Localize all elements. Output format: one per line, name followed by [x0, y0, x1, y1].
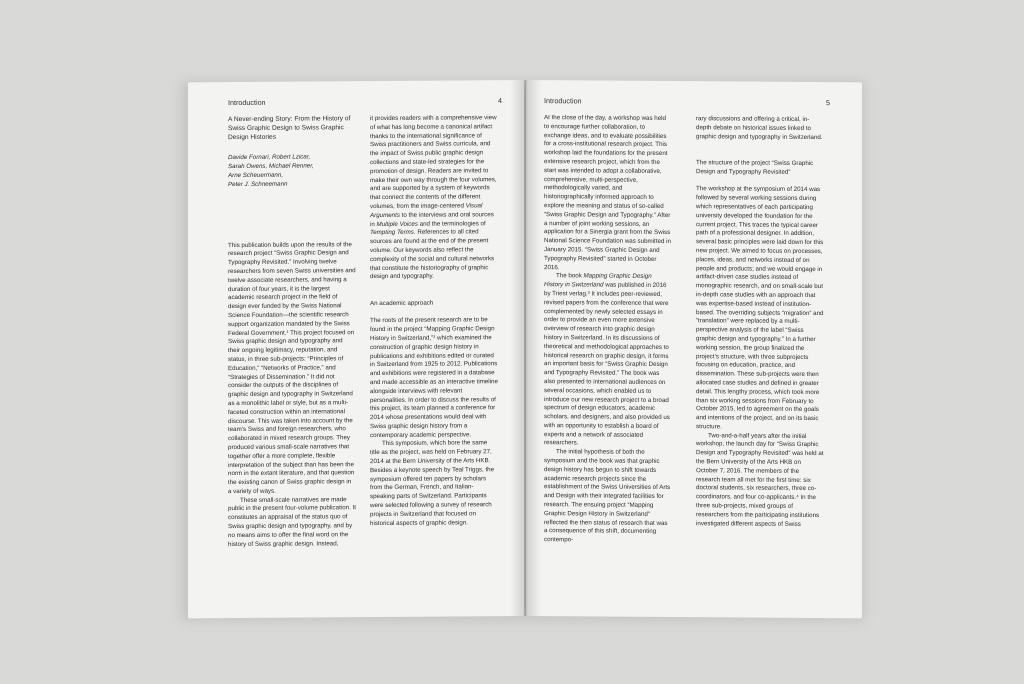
author-line: Sarah Owens, Michael Renner, — [228, 162, 314, 171]
section-heading: An academic approach — [370, 299, 434, 307]
paragraph: The workshop at the symposium of 2014 was followed by several working sessions during which representatives of each participating university developed the foundation for the current project. This traces the typical career path of a professional designer. In addition, several basic principles were laid down for this new project. We aimed to focus on processes, places, ideas, and networks instead of on people and products; and we would engage in artifact-driven case studies instead of monographic research, and on small-scale but in-depth case studies with an approach that was expertise-based instead of institution-based. The overriding subjects “migration” and “translation” were replaced by a multi-perspective analysis of the label “Swiss graphic design and typography.” In a further working session, the group finalized the project’s structure, with three subprojects focusing on education, practice, and dissemination. These sub-projects were then allocated case studies and defined in greater detail. This lengthy process, which took more than six working sessions from February to October 2015, led to agreement on the goals and intentions of the project, and on its basic structure. — [696, 185, 824, 431]
paragraph: The initial hypothesis of both the symposium and the book was that graphic design history has begun to shift towards academic research projects since the establishment of the Swiss Universities of Arts and Design with their integrated facilities for research. The ensuing project “Mapping Graphic Design History in Switzerland” reflected the then status of research that was a consequence of this shift, documenting contempo- — [544, 448, 671, 544]
paragraph: The roots of the present research are to be found in the project “Mapping Graphic Design History in Switzerland,”² which examined the construction of graphic design history in publications and exhibitions edited or curated in Switzerland from 1925 to 2012. Publications and exhibitions were registered in a database and made accessible as an interactive timeline alongside interviews with relevant personalities. In order to discuss the results of this project, its team planned a conference for 2014 whose presentations would deal with Swiss graphic design history from a contemporary academic perspective. — [370, 316, 498, 439]
paragraph: rary discussions and offering a critical, in-depth debate on historical issues linked to graphic design and typography in Switzerland. — [696, 115, 823, 141]
author-line: Davide Fornari, Robert Lzicar, — [228, 153, 311, 162]
paragraph: it provides readers with a comprehensive view of what has long become a canonical artifact thanks to the international significance of Swiss practitioners and Swiss curricula, and the impact of Swiss public graphic design collections and state-led strategies for the promotion of design. Readers are invited to make their own way through the four volumes, and are supported by a system of keywords that connect the contents of the different volumes, from the image-centered Visual Arguments to the interviews and oral sources in Multiple Voices and the terminologies of Tempting Terms. References to all cited sources are found at the end of the present volume. Our keywords also reflect the complexity of the social and cultural networks that constitute the historiography of graphic design and typography. — [370, 114, 497, 281]
paragraph: Two-and-a-half years after the initial workshop, the launch day for “Swiss Graphic Design and Typography Revisited” was held at the Bern University of the Arts HKB on October 7, 2016. The members of the research team all met for the first time: six doctoral students, six researchers, three co-coordinators, and four co-applicants.⁴ In the three sub-projects, mixed groups of researchers from the participating institutions investigated different aspects of Swiss — [696, 431, 824, 528]
book-spread — [188, 80, 862, 616]
paragraph: This publication builds upon the results of the research project “Swiss Graphic Design and Typography Revisited.” Involving twelve researchers from seven Swiss universities and twelve associate researchers, and having a duration of four years, it is the largest academic research project in the field of design ever funded by the Swiss National Science Foundation—the scientific research support organization mandated by the Swiss Federal Government.¹ This project focused on Swiss graphic design and typography and their ongoing legitimacy, reputation, and status, in three sub-projects: “Principles of Education,” “Networks of Practice,” and “Strategies of Dissemination.” It did not consider the outputs of the disciplines of graphic design and typography in Switzerland as a monolithic label or style, but as a multi-faceted construction within an international discourse. This was taken into account by the team’s Swiss and foreign researchers, who collaborated in mixed research groups. They produced various small-scale narratives that together offer a more complete, flexible interpretation of the subject than has been the norm in the extant literature, and that question the existing canon of Swiss graphic design in a variety of ways. — [228, 240, 356, 495]
paragraph: At the close of the day, a workshop was held to encourage further collaboration, to exchange ideas, and to evaluate possibilities for a cross-institutional research project. This workshop laid the foundations for the present extensive research project, which from the start was intended to adopt a collaborative, comprehensive, multi-perspective, methodologically varied, and historiographically informed approach to explore the meaning and status of so-called “Swiss Graphic Design and Typography.” After a number of joint working sessions, an application for a Sinergia grant from the Swiss National Science Foundation was submitted in January 2015. “Swiss Graphic Design and Typography Revisited” started in October 2016. — [544, 114, 671, 271]
right-column-2 — [696, 115, 824, 529]
page-number-left: 4 — [498, 96, 502, 106]
essay-title: A Never-ending Story: From the History of Swiss Graphic Design to Swiss Graphic Design Histories — [228, 115, 351, 141]
author-line: Arne Scheuermann, — [228, 171, 284, 180]
left-column-2 — [370, 114, 498, 528]
section-heading: The structure of the project “Swiss Graphic Design and Typography Revisited” — [696, 159, 814, 176]
left-page — [188, 80, 524, 618]
right-page — [526, 80, 862, 618]
running-head-left: Introduction — [228, 97, 266, 108]
left-column-1 — [228, 115, 356, 549]
book-gutter — [510, 80, 542, 616]
right-column-1 — [544, 114, 672, 546]
running-head-right: Introduction — [544, 96, 582, 106]
page-number-right: 5 — [826, 98, 830, 108]
author-line: Peter J. Schneemann — [228, 180, 288, 188]
paragraph: The book Mapping Graphic Design History in Switzerland was published in 2016 by Triest verlag.³ It includes peer-reviewed, revised papers from the conference that were complemented by newly selected essays in order to provide an even more extensive overview of research into graphic design history in Switzerland. In its discussions of theoretical and methodological approaches to historical research on graphic design, it forms an important basis for “Swiss Graphic Design and Typography Revisited.” The book was also presented to international audiences on several occasions, which enabled us to introduce our new research project to a broad spectrum of design educators, academic scholars, and designers, and also provided us with an opportunity to establish a board of experts and a network of associated researchers. — [544, 272, 670, 447]
paragraph: These small-scale narratives are made public in the present four-volume publication. It constitutes an appraisal of the status quo of Swiss graphic design and typography, and by no means aims to offer the final word on the history of Swiss graphic design. Instead, — [228, 495, 356, 548]
paragraph: This symposium, which bore the same title as the project, was held on February 27, 2014 at the Bern University of the Arts HKB. Besides a keynote speech by Teal Triggs, the symposium offered ten papers by scholars from the German, French, and Italian-speaking parts of Switzerland. Participants were selected following a survey of research projects in Switzerland that focused on historical aspects of graphic design. — [370, 439, 495, 527]
